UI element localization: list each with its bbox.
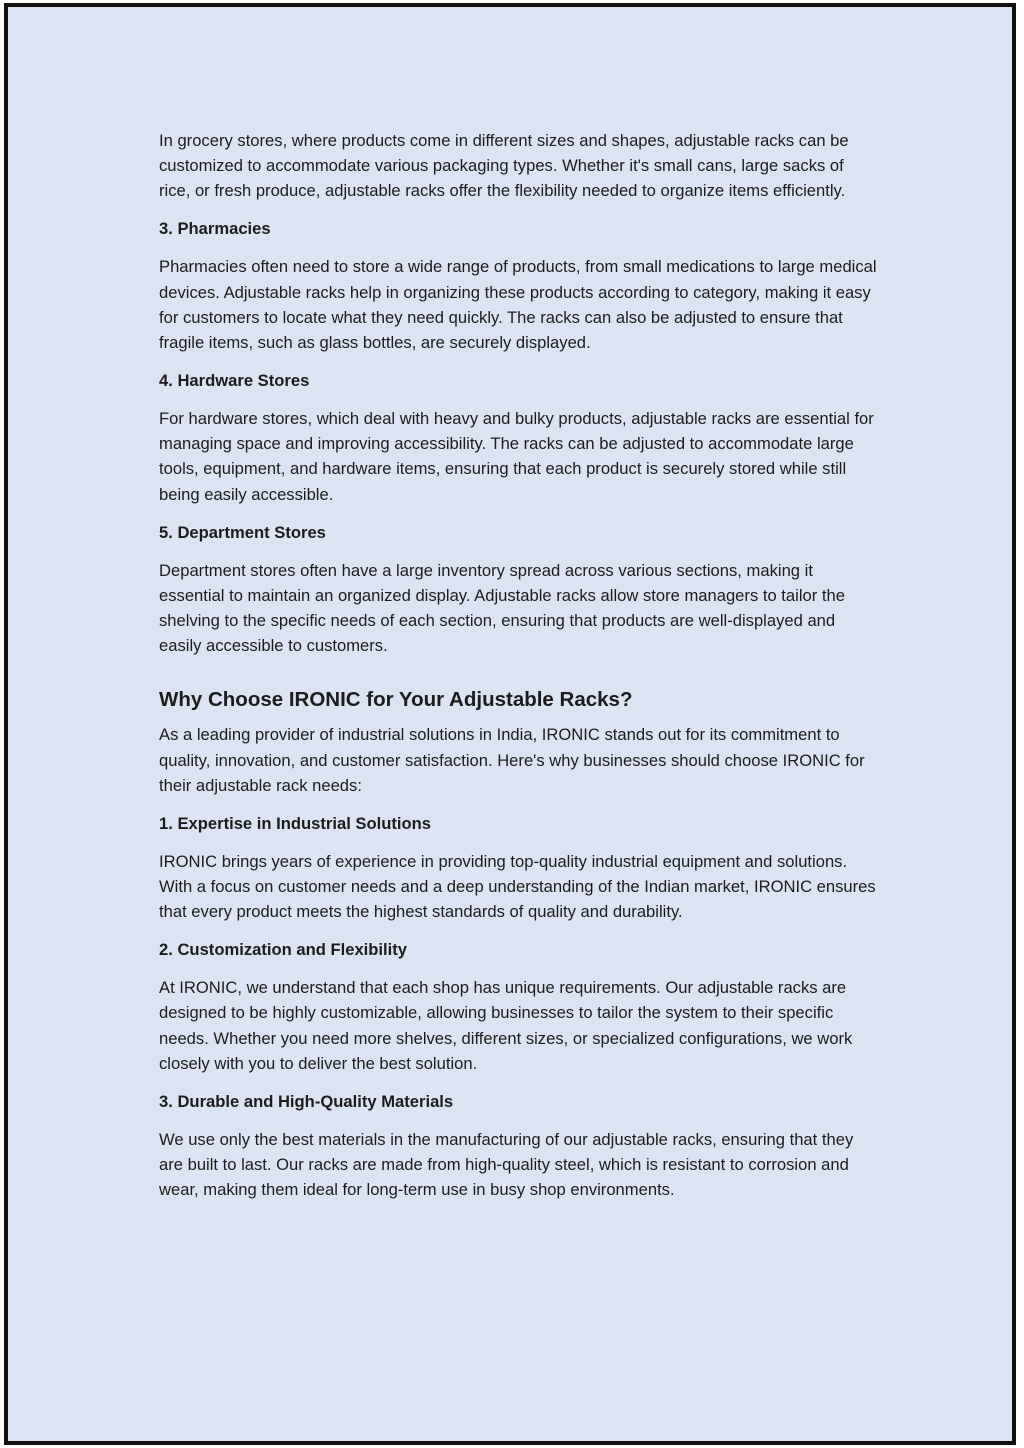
section-body-department-stores: Department stores often have a large inventory spread across various sections, making it essential to maintain an organized display. Adjustable racks allow store managers to tailor the shelving to the specific needs of each section, ensuring that products are well-displayed and easily accessible to customers. (159, 560, 845, 656)
why-choose-intro: As a leading provider of industrial solutions in India, IRONIC stands out for its commitment to quality, innovation, and customer satisfaction. Here's why businesses should choose IRONIC for their adjustable rack needs: (159, 725, 865, 795)
why-body-expertise: IRONIC brings years of experience in providing top-quality industrial equipment and solutions. With a focus on customer needs and a deep understanding of the Indian market, IRONIC ensures that every product meets the highest standards of quality and durability. (159, 851, 876, 922)
why-body-materials: We use only the best materials in the manufacturing of our adjustable racks, ensuring that they are built to last. Our racks are made from high-quality steel, which is resistant to corrosion and wear, making them ideal for long-term use in busy shop environments. (159, 1129, 854, 1200)
why-heading-expertise: 1. Expertise in Industrial Solutions (159, 813, 432, 833)
section-heading-pharmacies: 3. Pharmacies (159, 219, 271, 239)
why-body-customization: At IRONIC, we understand that each shop has unique requirements. Our adjustable racks are designed to be highly customizable, allowing businesses to tailor the system to their specific needs. Whether you need more shelves, different sizes, or specialized configurations, we work closely with you to deliver the best solution. (159, 978, 853, 1073)
page-frame (4, 3, 1016, 1445)
intro-paragraph: In grocery stores, where products come in different sizes and shapes, adjustable racks can be customized to accommodate various packaging types. Whether it's small cans, large sacks of rice, or fresh produce, adjustable racks offer the flexibility needed to organize items efficiently. (159, 131, 849, 201)
why-heading-customization: 2. Customization and Flexibility (159, 940, 408, 960)
section-heading-department-stores: 5. Department Stores (159, 522, 326, 542)
section-body-pharmacies: Pharmacies often need to store a wide range of products, from small medications to large medical devices. Adjustable racks help in organizing these products according to category, making it easy for customers to locate what they need quickly. The racks can also be adjusted to ensure that fragile items, such as glass bottles, are securely displayed. (159, 257, 877, 353)
why-choose-heading: Why Choose IRONIC for Your Adjustable Racks? (159, 688, 633, 712)
why-heading-materials: 3. Durable and High-Quality Materials (159, 1091, 454, 1111)
document-body (159, 128, 877, 1215)
section-heading-hardware-stores: 4. Hardware Stores (159, 371, 310, 391)
section-body-hardware-stores: For hardware stores, which deal with heavy and bulky products, adjustable racks are essential for managing space and improving accessibility. The racks can be adjusted to accommodate large tools, equipment, and hardware items, ensuring that each product is securely stored while still being easily accessible. (159, 409, 874, 504)
